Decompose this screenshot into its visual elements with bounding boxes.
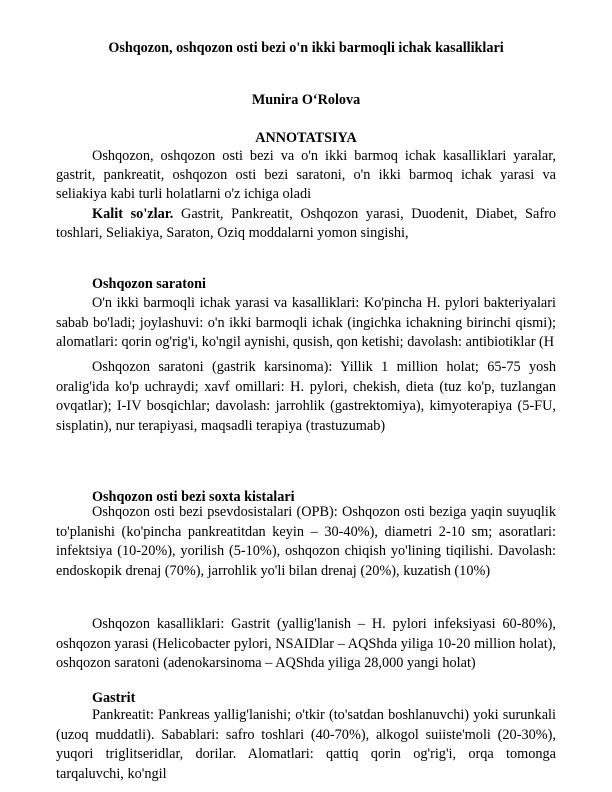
section-heading-pseudocysts: Oshqozon osti bezi soxta kistalari xyxy=(92,489,295,505)
section-heading-gastritis: Gastrit xyxy=(92,690,136,706)
section-paragraph: Pankreatit: Pankreas yallig'lanishi; o'tkir (to'satdan boshlanuvchi) yoki surunkali (uzoq muddatli). Sabablari: safro toshlari (40-70%), alkogol suiiste'moli (20-30%), yuqori triglitseridlar, dorilar. Alomatlari: qattiq qorin og'rig'i, orqa tomonga tarqaluvchi, ko'ngil xyxy=(56,707,556,782)
annotation-heading: ANNOTATSIYA xyxy=(255,130,357,146)
section-paragraph: O'n ikki barmoqli ichak yarasi va kasalliklari: Ko'pincha H. pylori bakteriyalari sabab bo'ladi; joylashuvi: o'n ikki barmoqli ichak (ingichka ichakning birinchi qismi); alomatlari: qorin og'rig'i, ko'ngil aynishi, qusish, qon ketishi; davolash: antibiotiklar (H xyxy=(56,295,556,351)
keywords-label: Kalit so'zlar. xyxy=(92,206,174,222)
section-paragraph: Oshqozon osti bezi psevdosistalari (OPB): Oshqozon osti beziga yaqin suyuqlik to'planishi (ko'pincha pankreatitdan keyin – 30-40%), diametri 2-10 sm; asoratlari: infektsiya (10-20%), yorilish (5-10%), oshqozon chiqish yo'lining tiqilishi. Davolash: endoskopik drenaj (70%), jarrohlik yo'li bilan drenaj (20%), kuzatish (10%) xyxy=(56,504,556,579)
section-paragraph: Oshqozon kasalliklari: Gastrit (yallig'lanish – H. pylori infeksiyasi 60-80%), oshqozon yarasi (Helicobacter pylori, NSAIDlar – AQShda yiliga 10-20 million holat), oshqozon saratoni (adenokarsinoma – AQShda yiliga 28,000 yangi holat) xyxy=(56,616,556,672)
keywords-paragraph xyxy=(56,205,556,243)
paper-title: Oshqozon, oshqozon osti bezi o'n ikki barmoqli ichak kasalliklari xyxy=(108,40,504,56)
section-heading-stomach-cancer: Oshqozon saratoni xyxy=(92,276,206,292)
author-name: Munira O‘Rolova xyxy=(251,92,361,108)
keywords-text: Gastrit, Pankreatit, Oshqozon yarasi, Duodenit, Diabet, Safro toshlari, Seliakiya, Saraton, Oziq moddalarni yomon singishi, xyxy=(56,206,556,242)
section-paragraph: Oshqozon saratoni (gastrik karsinoma): Yillik 1 million holat; 65-75 yosh oralig'ida ko'p uchraydi; xavf omillari: H. pylori, chekish, dieta (tuz ko'p, tuzlangan ovqatlar); I-IV bosqichlar; davolash: jarrohlik (gastrektomiya), kimyoterapiya (5-FU, sisplatin), nur terapiyasi, maqsadli terapiya (trastuzumab) xyxy=(56,359,556,434)
annotation-text: Oshqozon, oshqozon osti bezi va o'n ikki barmoq ichak kasalliklari yaralar, gastrit, pankreatit, oshqozon osti bezi saratoni, o'n ikki barmoq ichak yarasi va seliakiya kabi turli holatlarni o'z ichiga oladi xyxy=(56,148,556,203)
